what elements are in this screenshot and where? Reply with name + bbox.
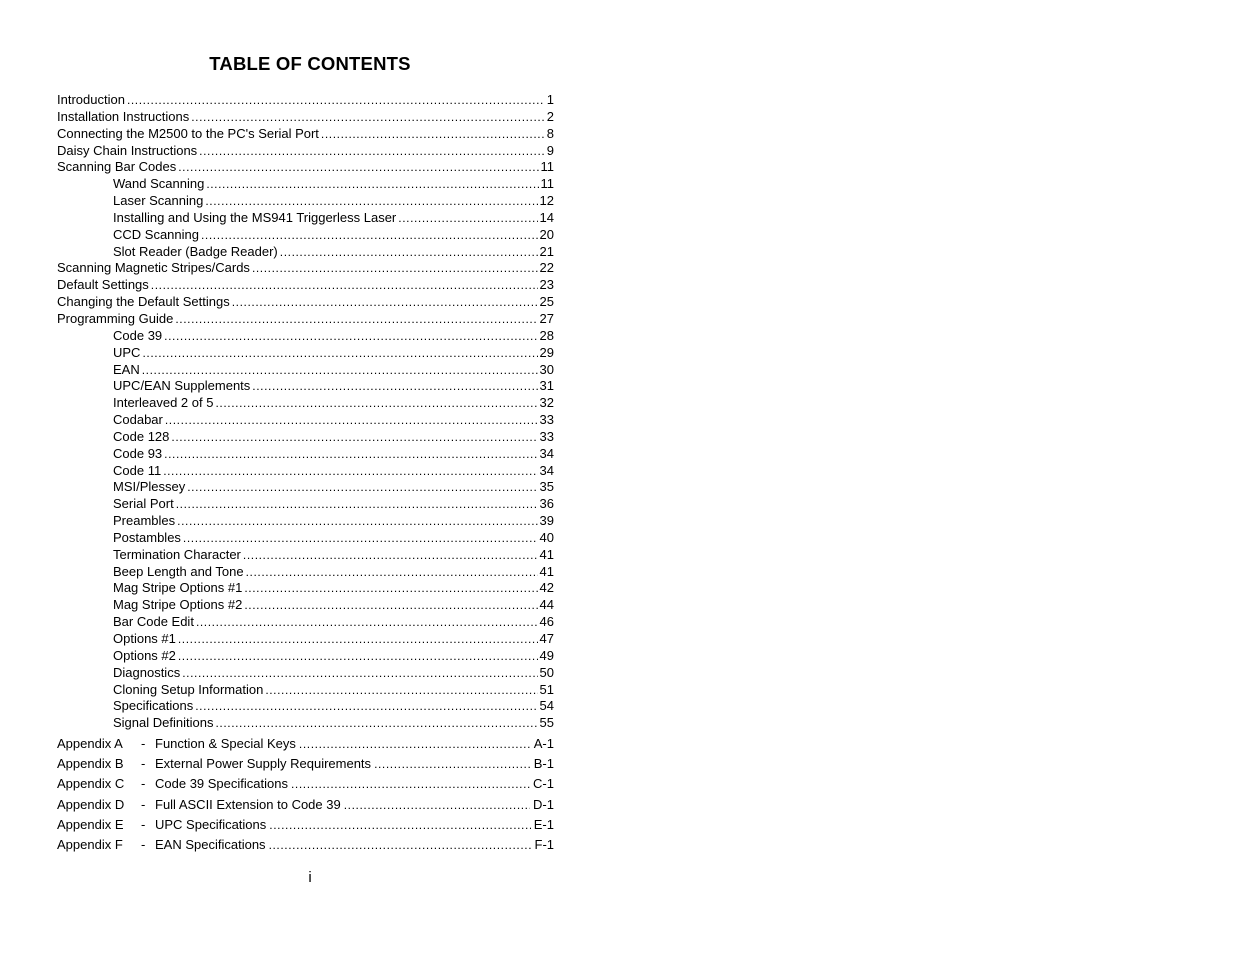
dot-leader bbox=[206, 176, 538, 193]
toc-subentry[interactable] bbox=[57, 446, 554, 463]
page-number: i bbox=[308, 869, 312, 886]
toc-entry-title: Signal Definitions bbox=[113, 715, 214, 731]
toc-appendix[interactable] bbox=[57, 835, 554, 855]
toc-entry-page: 35 bbox=[539, 479, 554, 495]
dot-leader bbox=[291, 774, 530, 794]
dot-leader bbox=[215, 395, 537, 412]
dot-leader bbox=[178, 648, 538, 665]
toc-entry-title: Serial Port bbox=[113, 496, 174, 512]
toc-entries bbox=[57, 92, 554, 732]
toc-entry-title: Mag Stripe Options #2 bbox=[113, 597, 243, 613]
dot-leader bbox=[232, 294, 538, 311]
table-of-contents bbox=[57, 92, 554, 855]
toc-entry-title: Termination Character bbox=[113, 546, 241, 562]
dot-leader bbox=[142, 345, 537, 362]
dot-leader bbox=[243, 547, 538, 564]
toc-entry-page: 30 bbox=[539, 361, 554, 377]
dot-leader bbox=[201, 227, 538, 244]
toc-subentry[interactable] bbox=[57, 362, 554, 379]
appendix-dash: - bbox=[141, 837, 146, 852]
toc-entry-page: 39 bbox=[539, 513, 554, 529]
toc-entry[interactable] bbox=[57, 294, 554, 311]
dot-leader bbox=[265, 682, 537, 699]
toc-entry-page: 51 bbox=[539, 681, 554, 697]
toc-appendix[interactable] bbox=[57, 734, 554, 754]
toc-entry-title: Laser Scanning bbox=[113, 193, 204, 209]
toc-subentry[interactable] bbox=[57, 715, 554, 732]
toc-entry-page: 21 bbox=[539, 243, 554, 259]
toc-entry-page: 2 bbox=[546, 108, 554, 124]
toc-appendix[interactable] bbox=[57, 774, 554, 794]
toc-entry-title: Changing the Default Settings bbox=[57, 294, 230, 310]
toc-subentry[interactable] bbox=[57, 665, 554, 682]
toc-entry-title: Code 128 bbox=[113, 428, 170, 444]
toc-entry-page: 8 bbox=[546, 125, 554, 141]
toc-entry-title: Code 39 bbox=[113, 327, 163, 343]
toc-subentry[interactable] bbox=[57, 210, 554, 227]
toc-entry[interactable] bbox=[57, 126, 554, 143]
toc-entry-title: Mag Stripe Options #1 bbox=[113, 580, 243, 596]
dot-leader bbox=[205, 193, 537, 210]
toc-entry[interactable] bbox=[57, 277, 554, 294]
toc-entry-title: Daisy Chain Instructions bbox=[57, 142, 198, 158]
toc-subentry[interactable] bbox=[57, 698, 554, 715]
appendix-label: Appendix B bbox=[57, 756, 124, 772]
toc-entry-page: 12 bbox=[539, 193, 554, 209]
toc-subentry[interactable] bbox=[57, 547, 554, 564]
toc-entry-title: UPC bbox=[113, 344, 141, 360]
dot-leader bbox=[164, 446, 537, 463]
appendix-page: E-1 bbox=[533, 816, 554, 832]
appendix-label: Appendix D bbox=[57, 796, 125, 812]
dot-leader bbox=[244, 597, 537, 614]
toc-entry-page: 41 bbox=[539, 546, 554, 562]
toc-entry[interactable] bbox=[57, 260, 554, 277]
appendix-title: EAN Specifications bbox=[155, 837, 266, 852]
toc-entry-page: 1 bbox=[546, 92, 554, 107]
dot-leader bbox=[252, 260, 538, 277]
toc-entry-title: Code 11 bbox=[113, 462, 162, 478]
toc-subentry[interactable] bbox=[57, 227, 554, 244]
toc-entry-page: 9 bbox=[546, 142, 554, 158]
appendix-page: D-1 bbox=[533, 796, 554, 812]
toc-entry-page: 49 bbox=[539, 647, 554, 663]
toc-appendix[interactable] bbox=[57, 815, 554, 835]
toc-subentry[interactable] bbox=[57, 395, 554, 412]
toc-subentry[interactable] bbox=[57, 412, 554, 429]
toc-entry-title: CCD Scanning bbox=[113, 226, 199, 242]
dot-leader bbox=[195, 698, 537, 715]
toc-entry[interactable] bbox=[57, 143, 554, 160]
toc-entry-title: Slot Reader (Badge Reader) bbox=[113, 243, 278, 259]
dot-leader bbox=[171, 429, 537, 446]
dot-leader bbox=[246, 564, 538, 581]
toc-entry-page: 28 bbox=[539, 327, 554, 343]
toc-entry-page: 55 bbox=[539, 715, 554, 731]
toc-entry-title: Bar Code Edit bbox=[113, 614, 194, 630]
toc-entry-page: 23 bbox=[539, 277, 554, 293]
dot-leader bbox=[175, 311, 537, 328]
toc-entry-page: 34 bbox=[539, 462, 554, 478]
toc-entry-page: 34 bbox=[539, 445, 554, 461]
toc-entry-title: Postambles bbox=[113, 529, 181, 545]
toc-entry-title: Scanning Bar Codes bbox=[57, 159, 177, 175]
toc-entry-title: Programming Guide bbox=[57, 310, 174, 326]
toc-entry-page: 32 bbox=[539, 395, 554, 411]
toc-entry-title: Wand Scanning bbox=[113, 176, 205, 192]
toc-entry-title: Beep Length and Tone bbox=[113, 563, 244, 579]
toc-entry-page: 46 bbox=[539, 614, 554, 630]
appendix-dash: - bbox=[141, 796, 146, 812]
toc-entry-page: 40 bbox=[539, 529, 554, 545]
toc-entry-page: 11 bbox=[540, 159, 554, 175]
appendix-dash: - bbox=[141, 776, 146, 792]
toc-entry-page: 54 bbox=[539, 698, 554, 714]
dot-leader bbox=[269, 815, 530, 835]
toc-entry-page: 44 bbox=[539, 597, 554, 613]
dot-leader bbox=[163, 463, 537, 480]
toc-entry-title: Preambles bbox=[113, 513, 176, 529]
dot-leader bbox=[191, 109, 545, 126]
toc-entry-title: Codabar bbox=[113, 412, 163, 428]
toc-entry-title: Specifications bbox=[113, 698, 194, 714]
toc-subentry[interactable] bbox=[57, 463, 554, 480]
dot-leader bbox=[177, 513, 537, 530]
appendix-title: Full ASCII Extension to Code 39 bbox=[155, 796, 341, 812]
toc-subentry[interactable] bbox=[57, 513, 554, 530]
toc-subentry[interactable] bbox=[57, 345, 554, 362]
toc-entry-page: 11 bbox=[540, 176, 554, 192]
appendix-title: Code 39 Specifications bbox=[155, 776, 288, 792]
toc-subentry[interactable] bbox=[57, 328, 554, 345]
toc-entry-title: Default Settings bbox=[57, 277, 149, 293]
toc-entry[interactable] bbox=[57, 109, 554, 126]
toc-subentry[interactable] bbox=[57, 244, 554, 261]
dot-leader bbox=[178, 631, 538, 648]
toc-entry-title: Options #2 bbox=[113, 647, 176, 663]
toc-entry-page: 36 bbox=[539, 496, 554, 512]
toc-entry-page: 27 bbox=[539, 310, 554, 326]
toc-subentry[interactable] bbox=[57, 479, 554, 496]
toc-entry-page: 14 bbox=[539, 209, 554, 225]
toc-subentry[interactable] bbox=[57, 597, 554, 614]
dot-leader bbox=[215, 715, 537, 732]
toc-subentry[interactable] bbox=[57, 614, 554, 631]
toc-subentry[interactable] bbox=[57, 631, 554, 648]
toc-entry-title: Options #1 bbox=[113, 631, 176, 646]
dot-leader bbox=[398, 210, 537, 227]
dot-leader bbox=[176, 496, 538, 513]
toc-entry-page: 50 bbox=[539, 664, 554, 680]
toc-entry-page: 29 bbox=[539, 344, 554, 360]
appendix-dash: - bbox=[141, 736, 146, 752]
toc-entry-title: Cloning Setup Information bbox=[113, 681, 264, 697]
dot-leader bbox=[280, 244, 538, 261]
toc-subentry[interactable] bbox=[57, 648, 554, 665]
toc-entry-title: Scanning Magnetic Stripes/Cards bbox=[57, 260, 250, 276]
toc-entry-title: Installing and Using the MS941 Triggerless Laser bbox=[113, 209, 397, 225]
appendix-title: External Power Supply Requirements bbox=[155, 756, 372, 772]
dot-leader bbox=[151, 277, 538, 294]
toc-entry[interactable] bbox=[57, 92, 554, 109]
appendix-page: C-1 bbox=[533, 776, 554, 792]
appendix-page: B-1 bbox=[533, 756, 554, 772]
toc-subentry[interactable] bbox=[57, 496, 554, 513]
toc-appendices bbox=[57, 734, 554, 855]
dot-leader bbox=[299, 734, 531, 754]
toc-subentry[interactable] bbox=[57, 429, 554, 446]
dot-leader bbox=[178, 159, 538, 176]
appendix-dash: - bbox=[141, 816, 146, 832]
page-title: TABLE OF CONTENTS bbox=[209, 53, 411, 74]
appendix-dash: - bbox=[141, 756, 146, 772]
appendix-label: Appendix E bbox=[57, 816, 124, 832]
toc-entry-title: Introduction bbox=[57, 92, 125, 107]
toc-subentry[interactable] bbox=[57, 564, 554, 581]
dot-leader bbox=[269, 835, 532, 855]
toc-entry-title: UPC/EAN Supplements bbox=[113, 378, 251, 394]
toc-subentry[interactable] bbox=[57, 378, 554, 395]
appendix-page: F-1 bbox=[534, 837, 554, 852]
appendix-title: Function & Special Keys bbox=[155, 736, 296, 752]
toc-entry-page: 20 bbox=[539, 226, 554, 242]
toc-subentry[interactable] bbox=[57, 193, 554, 210]
dot-leader bbox=[165, 412, 538, 429]
toc-subentry[interactable] bbox=[57, 530, 554, 547]
toc-entry-page: 25 bbox=[539, 294, 554, 310]
dot-leader bbox=[374, 754, 531, 774]
toc-entry[interactable] bbox=[57, 159, 554, 176]
toc-entry-title: Code 93 bbox=[113, 445, 163, 461]
dot-leader bbox=[142, 362, 538, 379]
dot-leader bbox=[164, 328, 537, 345]
toc-entry-page: 47 bbox=[539, 631, 554, 646]
dot-leader bbox=[344, 795, 530, 815]
dot-leader bbox=[187, 479, 537, 496]
toc-entry-page: 33 bbox=[539, 428, 554, 444]
appendix-page: A-1 bbox=[533, 736, 554, 752]
toc-entry[interactable] bbox=[57, 311, 554, 328]
appendix-label: Appendix F bbox=[57, 837, 123, 852]
toc-subentry[interactable] bbox=[57, 580, 554, 597]
toc-entry-page: 22 bbox=[539, 260, 554, 276]
toc-appendix[interactable] bbox=[57, 795, 554, 815]
dot-leader bbox=[127, 92, 545, 109]
toc-entry-title: Installation Instructions bbox=[57, 108, 190, 124]
toc-entry-title: Diagnostics bbox=[113, 664, 181, 680]
dot-leader bbox=[199, 143, 545, 160]
toc-entry-page: 33 bbox=[539, 412, 554, 428]
toc-subentry[interactable] bbox=[57, 682, 554, 699]
toc-entry-page: 42 bbox=[539, 580, 554, 596]
appendix-label: Appendix C bbox=[57, 776, 125, 792]
toc-entry-page: 31 bbox=[539, 378, 554, 394]
toc-subentry[interactable] bbox=[57, 176, 554, 193]
dot-leader bbox=[244, 580, 537, 597]
dot-leader bbox=[183, 530, 538, 547]
toc-appendix[interactable] bbox=[57, 754, 554, 774]
toc-entry-page: 41 bbox=[539, 563, 554, 579]
dot-leader bbox=[321, 126, 545, 143]
dot-leader bbox=[196, 614, 538, 631]
toc-entry-title: Connecting the M2500 to the PC's Serial Port bbox=[57, 125, 319, 141]
toc-entry-title: Interleaved 2 of 5 bbox=[113, 395, 214, 411]
toc-entry-title: MSI/Plessey bbox=[113, 479, 186, 495]
toc-entry-title: EAN bbox=[113, 361, 140, 377]
dot-leader bbox=[252, 378, 537, 395]
appendix-title: UPC Specifications bbox=[155, 816, 267, 832]
appendix-label: Appendix A bbox=[57, 736, 123, 752]
dot-leader bbox=[182, 665, 537, 682]
